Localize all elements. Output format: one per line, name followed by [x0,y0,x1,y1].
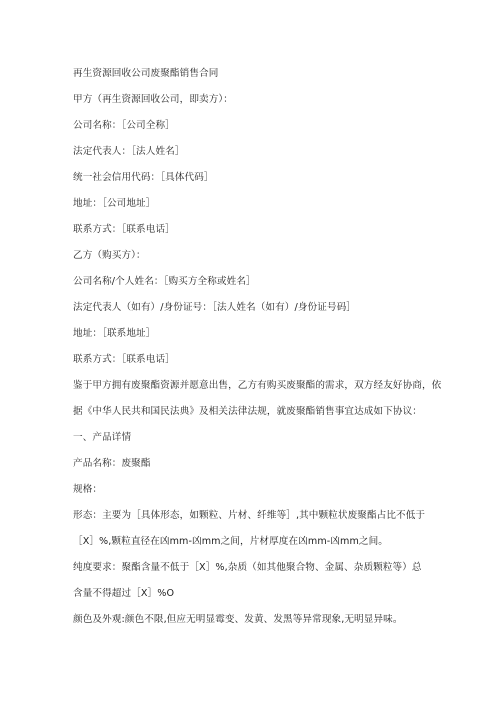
party-a-contact: 联系方式：［联系电话］ [73,224,175,235]
party-b-company-name: 公司名称/个人姓名：［购买方全称或姓名］ [73,276,256,287]
party-a-credit-code: 统一社会信用代码：［具体代码］ [73,172,214,183]
purity-spec-line-2: 含量不得超过［X］%O [73,588,175,599]
contract-title: 再生资源回收公司废聚酯销售合同 [73,68,219,79]
section-product-details-heading: 一、产品详情 [73,432,132,443]
product-name: 产品名称：废聚酯 [73,458,151,469]
color-appearance-spec: 颜色及外观:颜色不限,但应无明显霉变、发黄、发黑等异常现象,无明显异味。 [73,614,403,625]
party-b-heading: 乙方（购买方）： [73,250,146,261]
party-a-company-name: 公司名称：［公司全称］ [73,120,175,131]
form-spec-line-2: ［X］%,颗粒直径在凶mm-凶mm之间，片材厚度在凶mm-凶mm之间。 [73,536,388,547]
form-spec-line-1: 形态：主要为［具体形态，如颗粒、片材、纤维等］,其中颗粒状废聚酯占比不低于 [73,510,426,521]
preamble-line-2: 据《中华人民共和国民法典》及相关法律法规，就废聚酯销售事宜达成如下协议： [73,406,422,417]
party-a-heading: 甲方（再生资源回收公司，即卖方）： [73,94,233,105]
preamble-line-1: 鉴于甲方拥有废聚酯资源并愿意出售，乙方有购买废聚酯的需求，双方经友好协商，依 [73,380,442,391]
party-a-address: 地址：［公司地址］ [73,198,156,209]
party-b-address: 地址：［联系地址］ [73,328,156,339]
party-b-contact: 联系方式：［联系电话］ [73,354,175,365]
specifications-label: 规格： [73,484,103,495]
party-a-legal-representative: 法定代表人：［法人姓名］ [73,146,185,157]
purity-spec-line-1: 纯度要求：聚酯含量不低于［X］%,杂质（如其他聚合物、金属、杂质颗粒等）总 [73,562,422,573]
party-b-legal-representative: 法定代表人（如有）/身份证号：［法人姓名（如有）/身份证号码］ [73,302,356,313]
